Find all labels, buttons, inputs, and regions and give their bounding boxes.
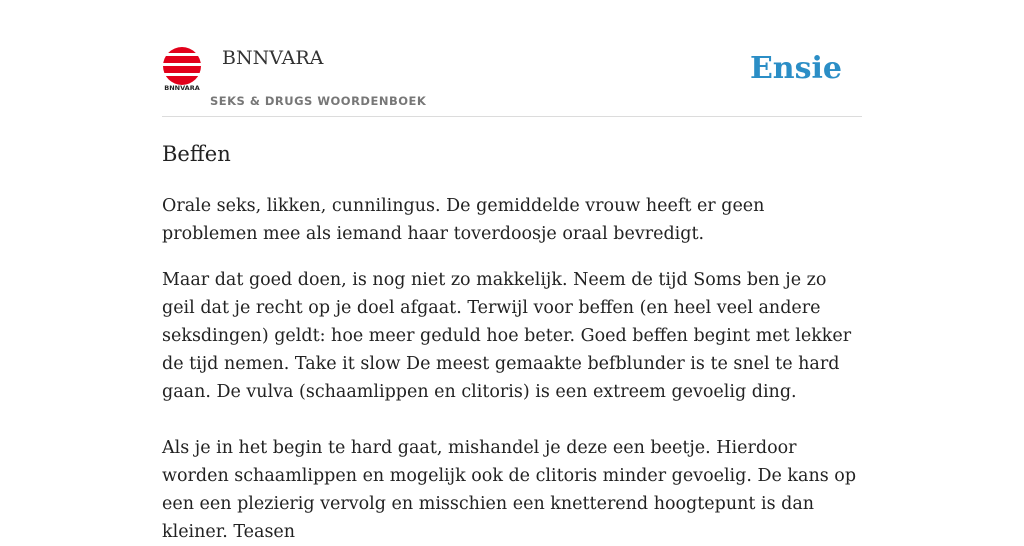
article-paragraph: Maar dat goed doen, is nog niet zo makkelijk. Neem de tijd Soms ben je zo geil dat je recht op je doel afgaat. Terwijl voor beffen (en heel veel andere seksdingen) geldt: hoe meer geduld hoe beter. Goed beffen begint met lekker de tijd nemen. Take it slow De meest gemaakte befblunder is te snel te hard gaan. De vulva (schaamlippen en clitoris) is een extreem gevoelig ding. <box>162 270 852 402</box>
article-title: Beffen <box>162 142 231 166</box>
header <box>162 0 862 117</box>
article-paragraph: Orale seks, likken, cunnilingus. De gemiddelde vrouw heeft er geen problemen mee als iemand haar toverdoosje oraal bevredigt. <box>162 196 765 244</box>
article-paragraph: Als je in het begin te hard gaat, mishandel je deze een beetje. Hierdoor worden schaamlippen en mogelijk ook de clitoris minder gevoelig. De kans op een een plezierig vervolg en misschien een knetterend hoogtepunt is dan kleiner. Teasen <box>162 438 857 542</box>
logo-lettering: BNNVARA <box>164 84 200 92</box>
bnnvara-logo[interactable] <box>162 46 202 92</box>
dictionary-subtitle[interactable]: SEKS & DRUGS WOORDENBOEK <box>210 94 427 108</box>
ensie-logo-text[interactable]: Ensie <box>749 51 842 86</box>
brand-name[interactable]: BNNVARA <box>222 47 324 69</box>
article <box>162 138 862 546</box>
